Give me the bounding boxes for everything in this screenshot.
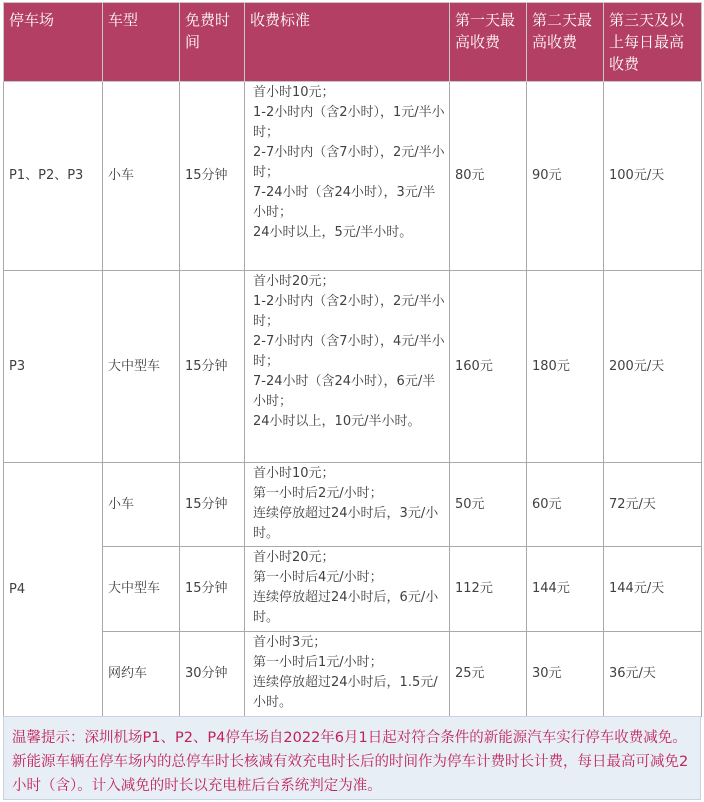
cell-lot: P4 [4, 463, 103, 717]
cell-lot: P1、P2、P3 [4, 82, 103, 271]
standard-line: 首小时10元； [253, 85, 335, 100]
cell-type: 网约车 [103, 632, 180, 717]
cell-free: 15分钟 [180, 547, 245, 632]
table-row [4, 463, 702, 547]
standard-line: 24小时以上，5元/半小时。 [253, 225, 413, 240]
cell-standard [245, 547, 450, 632]
cell-type: 大中型车 [103, 271, 180, 463]
standard-line: 第一小时后2元/小时； [253, 486, 383, 501]
cell-day3: 72元/天 [604, 463, 702, 547]
cell-day2: 90元 [527, 82, 604, 271]
cell-free: 15分钟 [180, 271, 245, 463]
cell-day2: 30元 [527, 632, 604, 717]
cell-day3: 36元/天 [604, 632, 702, 717]
cell-standard [245, 271, 450, 463]
standard-line: 首小时3元； [253, 635, 327, 650]
table-row [4, 547, 702, 632]
cell-free: 15分钟 [180, 82, 245, 271]
header-vehicle-type: 车型 [103, 3, 180, 82]
standard-line: 连续停放超过24小时后，6元/小时。 [253, 590, 439, 625]
header-free-time: 免费时间 [180, 3, 245, 82]
cell-day2: 180元 [527, 271, 604, 463]
table-row [4, 271, 702, 463]
cell-day1: 25元 [450, 632, 527, 717]
standard-line: 7-24小时（含24小时），3元/半小时； [253, 185, 436, 220]
cell-day2: 144元 [527, 547, 604, 632]
cell-day2: 60元 [527, 463, 604, 547]
cell-day1: 160元 [450, 271, 527, 463]
standard-line: 1-2小时内（含2小时），2元/半小时； [253, 294, 445, 329]
table-header-row [4, 3, 702, 82]
cell-lot: P3 [4, 271, 103, 463]
standard-line: 首小时10元； [253, 466, 335, 481]
cell-day3: 144元/天 [604, 547, 702, 632]
standard-line: 连续停放超过24小时后，3元/小时。 [253, 506, 439, 541]
standard-line: 2-7小时内（含7小时），4元/半小时； [253, 334, 445, 369]
standard-line: 1-2小时内（含2小时），1元/半小时； [253, 105, 445, 140]
standard-line: 24小时以上，10元/半小时。 [253, 414, 421, 429]
notice-box: 温馨提示：深圳机场P1、P2、P4停车场自2022年6月1日起对符合条件的新能源汽车实行停车收费减免。新能源车辆在停车场内的总停车时长核减有效充电时长后的时间作为停车计费时长计费，每日最高可减免2小时（含）。计入减免的时长以充电桩后台系统判定为准。 [3, 716, 701, 800]
cell-standard [245, 82, 450, 271]
header-fee-standard: 收费标准 [245, 3, 450, 82]
cell-type: 大中型车 [103, 547, 180, 632]
standard-line: 2-7小时内（含7小时），2元/半小时； [253, 145, 445, 180]
cell-standard [245, 632, 450, 717]
table-row [4, 632, 702, 717]
standard-line: 第一小时后4元/小时； [253, 570, 383, 585]
table-row [4, 82, 702, 271]
cell-day1: 80元 [450, 82, 527, 271]
cell-day3: 200元/天 [604, 271, 702, 463]
standard-line: 第一小时后1元/小时； [253, 655, 383, 670]
standard-line: 7-24小时（含24小时），6元/半小时； [253, 374, 436, 409]
parking-fee-table [3, 2, 702, 717]
standard-line: 首小时20元； [253, 274, 335, 289]
cell-free: 30分钟 [180, 632, 245, 717]
header-day3-max: 第三天及以上每日最高收费 [604, 3, 702, 82]
cell-day1: 112元 [450, 547, 527, 632]
cell-day1: 50元 [450, 463, 527, 547]
cell-type: 小车 [103, 463, 180, 547]
cell-type: 小车 [103, 82, 180, 271]
cell-day3: 100元/天 [604, 82, 702, 271]
cell-free: 15分钟 [180, 463, 245, 547]
cell-standard [245, 463, 450, 547]
header-day1-max: 第一天最高收费 [450, 3, 527, 82]
standard-line: 连续停放超过24小时后，1.5元/小时。 [253, 675, 438, 710]
standard-line: 首小时20元； [253, 550, 335, 565]
header-parking-lot: 停车场 [4, 3, 103, 82]
header-day2-max: 第二天最高收费 [527, 3, 604, 82]
